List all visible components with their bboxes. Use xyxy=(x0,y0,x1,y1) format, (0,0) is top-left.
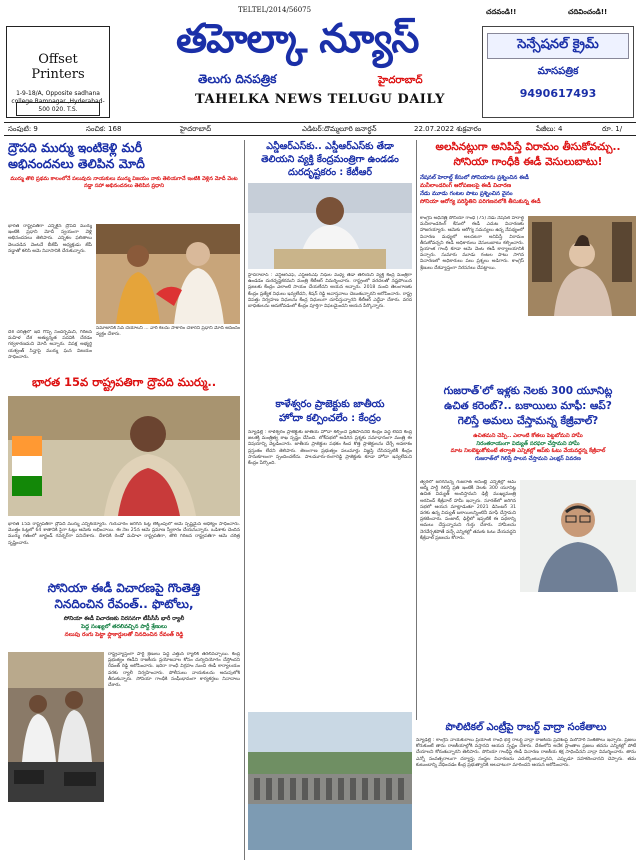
article-1-body-1: భారత రాష్ట్రపతిగా ఎన్నికైన ద్రౌపది ముర్ము ఇంటికి ప్రధాని మోదీ స్వయంగా వెళ్లి అభినందనలు తెలిపారు. ఎన్నికల ఫలితాలు వెలువడిన వెంటనే బీజేపీ అధ్యక్షుడు జేపీ నడ్డాతో కలిసి ఆమె నివాసానికి చేరుకున్నారు. xyxy=(8,224,92,254)
article-7-headline-2: ఉచిత కరెంట్?.. బకాయిలు మాఫీ: ఆప్? xyxy=(444,400,612,412)
info-editor: ఎడిటర్:దొమ్మలూరి జనార్ధన్ xyxy=(302,125,377,133)
article-7-headline-1: గుజరాత్'లో ఇళ్లకు నెలకు 300 యూనిట్ల xyxy=(443,385,613,397)
modi-murmu-photo xyxy=(96,224,240,324)
article-8-headline: పొలిటికల్ ఎంట్రీపై రాబర్ట్ వాద్రా సంకేతాలు xyxy=(445,722,607,733)
article-5-headline-2: హోదా కల్పించలేం : కేంద్రం xyxy=(278,413,381,424)
article-7-subhead-1: ఉచితమని చెప్పి.. ఎలాంటి కోతలు పెట్టబోమని హామీ xyxy=(473,433,583,439)
masthead-english-title: TAHELKA NEWS TELUGU DAILY xyxy=(195,92,445,107)
article-2-body: భారత 15వ రాష్ట్రపతిగా ద్రౌపది ముర్ము ఎన్నికయ్యారు. గురువారం జరిగిన ఓట్ల లెక్కింపులో ఆమె స్పష్టమైన ఆధిక్యం సాధించారు. మొత్తం ఓట్లలో 64 శాతానికి పైగా ఓట్లు ఆమెకు లభించాయి. ఈ నెల 25న ఆమె ప్రమాణ స్వీకారం చేయనున్నారు. ఒడిశాకు చెందిన ముర్ము గతంలో జార్ఖండ్ గవర్నర్‌గా పనిచేశారు. దేశానికి రెండో మహిళా రాష్ట్రపతిగా, తొలి గిరిజన రాష్ట్రపతిగా ఆమె చరిత్ర సృష్టించారు. xyxy=(8,522,240,546)
article-1-body-2: దేశ చరిత్రలో ఇది గొప్ప సందర్భమని, గిరిజన మహిళ దేశ అత్యున్నత పదవికి చేరడం గర్వకారణమని మోదీ అన్నారు. విపక్ష అభ్యర్థి యశ్వంత్ సిన్హాపై ముర్ము ఘన విజయం సాధించారు. xyxy=(8,330,92,360)
sonia-photo xyxy=(528,216,636,316)
column-divider-1 xyxy=(244,140,245,860)
promo-title-band xyxy=(487,33,629,59)
kaleshwaram-dam-photo xyxy=(248,712,412,850)
article-2-headline: భారత 15వ రాష్ట్రపతిగా ద్రౌపది ముర్ము.. xyxy=(31,375,217,389)
article-8-body: న్యూఢిల్లీ : కాంగ్రెస్ నాయకురాలు ప్రియాంక గాంధీ భర్త రాబర్ట్ వాద్రా రాజకీయ ప్రవేశంపై మరోసారి సంకేతాలు ఇచ్చారు. ప్రజలు కోరుకుంటే తాను రాజకీయాల్లోకి వస్తానని ఆయన స్పష్టం చేశారు. దేశంలోని అనేక ప్రాంతాల ప్రజలు తనను ఎన్నికల్లో పోటీ చేయాలని కోరుతున్నారని తెలిపారు. సోనియా గాంధీపై ఈడీ విచారణ రాజకీయ కక్ష సాధింపేనని వాద్రా విమర్శించారు. తాను ఎన్నో సంవత్సరాలుగా దర్యాప్తు సంస్థల విచారణను ఎదుర్కొంటున్నానని, ఎప్పుడూ సహకరించానని చెప్పారు. తమ కుటుంబాన్ని వేధించడం కేంద్ర ప్రభుత్వానికి అలవాటుగా మారిందని ఆయన ఆరోపించారు. xyxy=(416,738,636,768)
article-robert-vadra xyxy=(416,720,636,862)
article-kaleshwaram xyxy=(248,398,412,862)
article-1-headline-1: ద్రౌపది ముర్ము ఇంటికెళ్లి మరీ xyxy=(8,140,143,155)
article-6-subhead-3: నేడు మూడు గంటల పాటు ప్రశ్నించిన వైనం xyxy=(420,191,513,197)
info-volume: సంపుటి: 9 xyxy=(8,125,38,133)
promo-box xyxy=(482,26,634,118)
article-4-headline-1: ఎన్డీఆర్ఎస్‌కు.. ఎస్డీఆర్ఎస్‌కు తేడా xyxy=(266,141,394,152)
ktr-photo xyxy=(248,183,412,269)
article-1-subhead: ముర్ము తొలి ప్రథమ కాలంలోనే పలువురు నాయకులు ముర్ము విజయం నాకు తెలియగానే ఇంటికి వెళ్లిన మోదీ వెంట నడ్డా సహా అభినందనలు తెలిపిన ప్రధాని xyxy=(10,176,238,190)
article-3-subhead-2: పెద్ద సంఖ్యలో తరలివచ్చిన పార్టీ శ్రేణులు xyxy=(81,624,167,630)
info-issue: సంచిక: 168 xyxy=(86,125,122,133)
article-7-subhead-3: మాట నిలబెట్టుకోకుంటే తర్వాతి ఎన్నికల్లో ఆప్‌కు ఓటు వేయవద్దన్న కేజ్రీవాల్ xyxy=(450,448,606,455)
article-1-caption: సమాజానికి సేవ చేయాలని ... వారి కలను సాకారం చేశారని ప్రధాని మోదీ ఆనందం వ్యక్తం చేశారు. xyxy=(96,326,240,338)
promo-title: సెన్సేషనల్ క్రైమ్ xyxy=(517,37,599,52)
article-3-headline-2: నినదించిన రేవంత్.. ఫొటోలు, xyxy=(54,597,194,611)
article-6-body: కాంగ్రెస్ అధినేత్రి సోనియా గాంధీ (75) నేడు నేషనల్ హెరాల్డ్ మనీలాండరింగ్ కేసులో ఈడీ ఎదుట విచారణకు హాజరయ్యారు. ఆమెకు ఆరోగ్య సమస్యలు ఉన్న నేపథ్యంలో విచారణ మధ్యలో అలసటగా అనిపిస్తే విరామం తీసుకోవచ్చని ఈడీ అధికారులు వెసులుబాటు కల్పించారు. ప్రియాంక గాంధీ కూడా ఆమె వెంట ఈడీ కార్యాలయానికి వచ్చారు. సుమారు మూడు గంటల పాటు సాగిన విచారణలో అధికారులు పలు ప్రశ్నలు అడిగారు. కాంగ్రెస్ శ్రేణులు దేశవ్యాప్తంగా నిరసనలు చేపట్టాయి. xyxy=(420,216,524,271)
info-bar xyxy=(4,122,636,136)
article-4-headline-3: దురదృష్టకరం : కేటీఆర్ xyxy=(288,167,372,178)
info-date: 22.07.2022 శుక్రవారం xyxy=(414,125,482,133)
article-6-subhead-2: మనీలాండరింగ్ ఆరోపణలపై ఈడీ విచారణ xyxy=(420,183,512,189)
article-3-headline-1: సోనియా ఈడీ విచారణపై గొంతెత్తి xyxy=(47,581,201,595)
article-modi-murmu xyxy=(8,140,240,372)
article-6-subhead-4: సోనియా ఆరోగ్య పరిస్థితిని పరిగణనలోకి తీసుకున్న ఈడీ xyxy=(420,199,541,205)
article-6-headline-1: అలసినట్లుగా అనిపిస్తే విరామం తీసుకోవచ్చు.. xyxy=(435,141,621,153)
column-divider-2 xyxy=(416,140,417,720)
registration-number: TELTEL/2014/56075 xyxy=(238,6,312,14)
info-pages: పేజీలు: 4 xyxy=(536,125,563,133)
printer-ad-bottom-box xyxy=(16,102,100,116)
article-gujarat-aap xyxy=(420,384,636,716)
article-5-body: న్యూఢిల్లీ : కాళేశ్వరం ప్రాజెక్టుకు జాతీయ హోదా కల్పించే ప్రతిపాదనేదీ కేంద్రం వద్ద లేదని కేంద్ర జలశక్తి మంత్రిత్వ శాఖ స్పష్టం చేసింది. లోక్‌సభలో అడిగిన ప్రశ్నకు సమాధానంగా మంత్రి ఈ విషయాన్ని వెల్లడించారు. జాతీయ ప్రాజెక్టుల పథకం కింద కొత్త ప్రాజెక్టులను చేర్చే అవకాశం ప్రస్తుతం లేదని తెలిపారు. తెలంగాణ ప్రభుత్వం పలుమార్లు విజ్ఞప్తి చేసినప్పటికీ కేంద్రం సానుకూలంగా స్పందించలేదు. పాలమూరు-రంగారెడ్డి ప్రాజెక్టుకు కూడా హోదా ఇవ్వలేమని కేంద్రం పేర్కొంది. xyxy=(248,430,412,467)
promo-phone: 9490617493 xyxy=(519,87,597,100)
revanth-protest-photo xyxy=(8,652,104,802)
article-4-body: హైదరాబాద్ : ఎన్డీఆర్ఎఫ్, ఎస్డీఆర్ఎఫ్ నిధుల మధ్య తేడా తెలియని వ్యక్తి కేంద్ర మంత్రిగా ఉండడం దురదృష్టకరమని మంత్రి కేటీఆర్ విమర్శించారు. రాష్ట్రంలో వరదలతో నష్టపోయిన ప్రజలకు కేంద్రం ఎలాంటి సాయం చేయలేదని ఆయన అన్నారు. 2018 నుంచి తెలంగాణకు కేంద్రం ప్రత్యేక నిధులు ఇవ్వలేదని, కిషన్ రెడ్డి అవాస్తవాలు చెబుతున్నారని ఆరోపించారు. రాష్ట్ర విపత్తు నిర్వహణ నిధులను కేంద్ర నిధులుగా చూపిస్తున్నారని కేటీఆర్ ఎద్దేవా చేశారు. వరద బాధితులను ఆదుకోవడంలో కేంద్రం పూర్తిగా విఫలమైందని ఆయన పేర్కొన్నారు. xyxy=(248,273,412,310)
article-6-subhead-1: నేషనల్ హెరాల్డ్ కేసులో సోనియాను ప్రశ్నించిన ఈడీ xyxy=(420,175,529,181)
info-price: రూ. 1/ xyxy=(602,125,623,133)
article-7-body: త్వరలో జరగనున్న గుజరాత్ అసెంబ్లీ ఎన్నికల్లో ఆమ్ ఆద్మీ పార్టీ గెలిస్తే ప్రతి ఇంటికీ నెలకు 300 యూనిట్ల ఉచిత విద్యుత్ అందిస్తామని ఢిల్లీ ముఖ్యమంత్రి అరవింద్ కేజ్రీవాల్ హామీ ఇచ్చారు. సూరత్‌లో జరిగిన సభలో ఆయన మాట్లాడుతూ 2021 డిసెంబర్ 31 వరకు ఉన్న విద్యుత్ బకాయిలన్నింటినీ మాఫీ చేస్తామని ప్రకటించారు. పంజాబ్, ఢిల్లీలో ఇప్పటికే ఈ పథకాన్ని అమలు చేస్తున్నామని గుర్తు చేశారు. హామీలను నెరవేర్చకపోతే వచ్చే ఎన్నికల్లో తమకు ఓటు వేయవద్దని కేజ్రీవాల్ ప్రజలను కోరారు. xyxy=(420,480,516,541)
article-7-headline-3: గెలిస్తే అమలు చేస్తామన్న కేజ్రీవాల్? xyxy=(457,415,599,427)
promo-label-right: చదివించండి!! xyxy=(568,8,608,16)
article-ktr xyxy=(248,140,412,388)
article-6-headline-2: సోనియా గాంధీకి ఈడీ వెసులుబాటు! xyxy=(453,156,603,168)
promo-label-left: చదవండి!! xyxy=(486,8,517,16)
masthead-title: తహెల్కా న్యూస్ xyxy=(176,16,419,62)
article-7-subhead-4: గుజరాత్‌లో గెలిస్తే పాలన చేస్తామని ఎలక్షన్ వివరణ xyxy=(475,455,581,462)
article-4-headline-2: తెలియని వ్యక్తి కేంద్రమంత్రిగా ఉండడం xyxy=(261,154,399,165)
article-revanth-protest xyxy=(8,580,240,862)
murmu-portrait-photo xyxy=(8,396,240,516)
promo-subtitle: మాసపత్రిక xyxy=(537,66,579,77)
article-7-subhead-2: నిరంతరాయంగా విద్యుత్ సరఫరా చేస్తామని హామీ xyxy=(476,440,580,447)
article-5-headline-1: కాళేశ్వరం ప్రాజెక్టుకు జాతీయ xyxy=(275,399,385,410)
kejriwal-photo xyxy=(520,480,636,592)
article-3-body: రాష్ట్రవ్యాప్తంగా పార్టీ శ్రేణులు పెద్ద ఎత్తున ర్యాలీకి తరలివచ్చాయి. కేంద్ర ప్రభుత్వం ఈడీని రాజకీయ ప్రయోజనాల కోసం దుర్వినియోగం చేస్తోందని రేవంత్ రెడ్డి ఆరోపించారు. ఇదిరా గాంధీ విగ్రహం నుంచి ఈడీ కార్యాలయం వరకు ర్యాలీ నిర్వహించారు. పోలీసులు నాయకులను అదుపులోకి తీసుకున్నారు. సోనియా గాంధీకి సంఘీభావంగా కార్యకర్తలు నినాదాలు చేశారు. xyxy=(108,652,240,689)
masthead-city: హైదరాబాద్ xyxy=(378,75,423,86)
article-murmu-president xyxy=(8,374,240,570)
article-3-subhead-1: సోనియా ఈడీ విచారణకు నిరసనగా టీపీసీసీ భారీ ర్యాలీ xyxy=(63,616,185,622)
article-1-headline-2: అభినందనలు తెలిపిన మోదీ xyxy=(8,156,145,171)
info-place: హైదరాబాద్ xyxy=(180,125,212,133)
printer-name: Offset Printers xyxy=(31,52,85,82)
article-sonia-ed xyxy=(420,140,636,382)
masthead-subtitle: తెలుగు దినపత్రిక xyxy=(198,72,277,86)
printer-address: 1-9-18/A, Opposite sadhana college Ramnagar ,Hyderabad-500 020. T.S. xyxy=(11,90,105,113)
article-3-subhead-3: నలుపు రంగు పెట్టా ఫ్లాకార్డులతో నినదించిన రేవంత్ రెడ్డి xyxy=(64,632,184,638)
